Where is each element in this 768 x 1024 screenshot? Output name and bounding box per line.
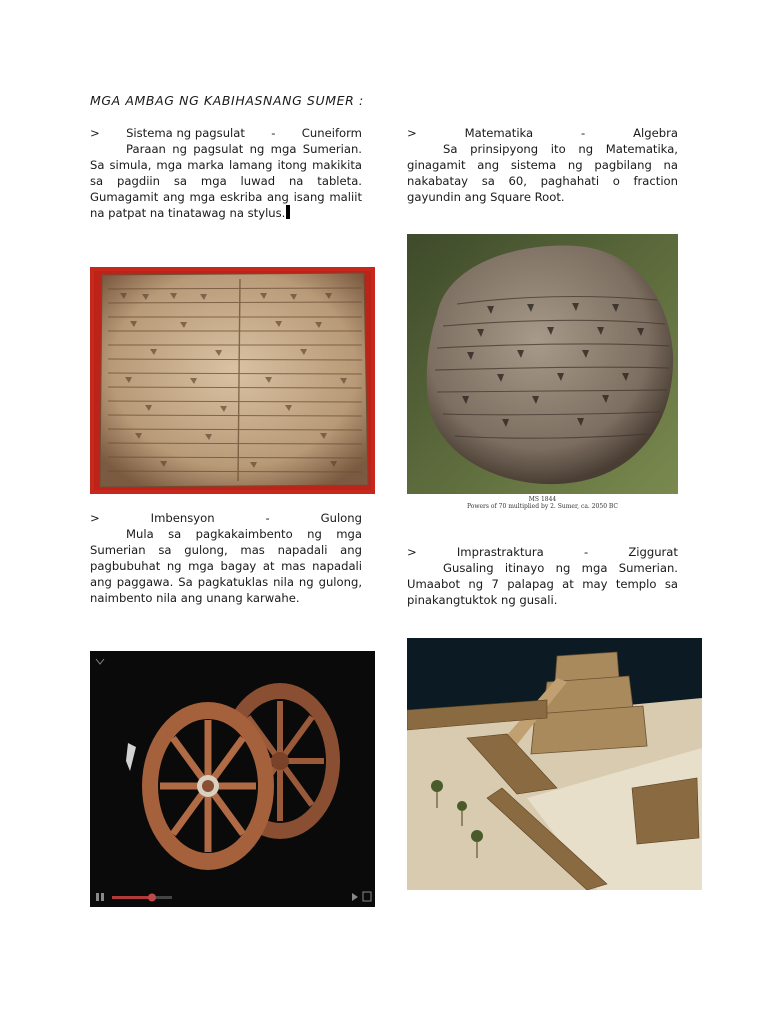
- section-matematika: [407, 125, 678, 205]
- bullet-marker: >: [90, 126, 100, 140]
- section-matematika-topic: Algebra: [633, 126, 678, 140]
- section-sistema-title: Sistema ng pagsulat: [126, 126, 245, 140]
- section-sistema-header: [90, 125, 362, 141]
- section-sistema-topic: Cuneiform: [301, 126, 362, 140]
- section-sistema-body: [90, 141, 362, 221]
- tablet-caption-id: MS 1844: [528, 496, 557, 503]
- section-dash: -: [583, 545, 589, 559]
- round-tablet-image: [407, 234, 678, 514]
- section-matematika-body: Sa prinsipyong ito ng Matematika, ginagamit ang sistema ng pagbilang na nakabatay sa 60, paghahati o fraction gayundin ang Square Root.: [407, 142, 678, 204]
- bullet-marker: >: [90, 511, 100, 525]
- section-matematika-header: [407, 125, 678, 141]
- section-dash: -: [581, 126, 586, 140]
- clay-tablet-image: [90, 267, 375, 494]
- section-imprastraktura-header: [407, 544, 678, 560]
- wheels-video[interactable]: [90, 651, 375, 907]
- section-imbensyon-title: Imbensyon: [150, 511, 215, 525]
- text-cursor: [286, 205, 290, 219]
- bullet-marker: >: [407, 545, 417, 559]
- progress-handle[interactable]: [148, 894, 156, 902]
- section-imprastraktura-title: Imprastraktura: [456, 545, 544, 559]
- section-dash: -: [271, 126, 276, 140]
- section-sistema-body-text: Paraan ng pagsulat ng mga Sumerian. Sa simula, mga marka lamang itong makikita sa pagdiin sa mga luwad na tableta. Gumagamit ang mga eskriba ang isang maliit na patpat na tinatawag na stylus.: [90, 142, 362, 220]
- section-imprastraktura: [407, 544, 678, 608]
- section-imbensyon-topic: Gulong: [320, 511, 362, 525]
- section-imprastraktura-body: Gusaling itinayo ng mga Sumerian. Umaabot ng 7 palapag at may templo sa pinakangtuktok ng gusali.: [407, 561, 678, 607]
- section-matematika-title: Matematika: [464, 126, 534, 140]
- section-imprastraktura-topic: Ziggurat: [628, 545, 678, 559]
- document-heading: MGA AMBAG NG KABIHASNANG SUMER :: [90, 93, 364, 108]
- tablet-caption-text: Powers of 70 multiplied by 2. Sumer, ca. 2050 BC: [466, 503, 619, 510]
- pause-icon[interactable]: [96, 893, 99, 901]
- section-sistema: [90, 125, 362, 221]
- section-imbensyon: [90, 510, 362, 606]
- section-imbensyon-body: Mula sa pagkakaimbento ng mga Sumerian sa gulong, mas napadali ang pagbubuhat ng mga bagay at mas napadali ang paggawa. Sa pagkatuklas nila ng gulong, naimbento nila ang unang karwahe.: [90, 527, 362, 605]
- tablet-caption: [407, 496, 678, 510]
- ziggurat-image: [407, 638, 702, 890]
- section-imbensyon-header: [90, 510, 362, 526]
- section-dash: -: [265, 511, 270, 525]
- bullet-marker: >: [407, 126, 417, 140]
